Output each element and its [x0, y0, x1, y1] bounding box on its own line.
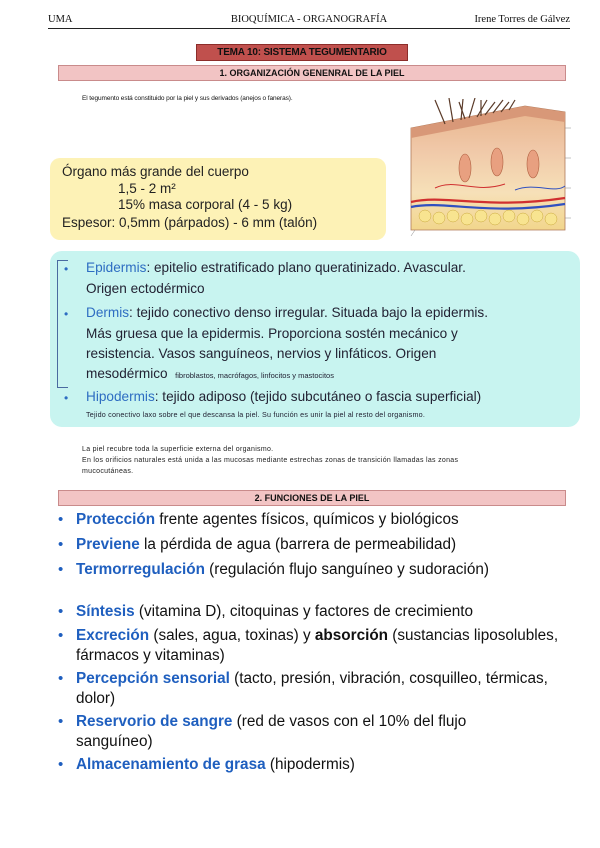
hipodermis-note: Tejido conectivo laxo sobre el que descansa la piel. Su función es unir la piel al resto del organismo.: [86, 410, 426, 419]
bullet-icon: •: [58, 603, 64, 620]
bullet-icon: •: [64, 307, 69, 321]
bullet-icon: •: [58, 511, 64, 528]
header-institution: UMA: [48, 14, 73, 25]
header-author: Irene Torres de Gálvez: [474, 14, 570, 25]
header-course: BIOQUÍMICA - ORGANOGRAFÍA: [230, 14, 388, 25]
bullet-icon: •: [64, 262, 69, 276]
dermis-line1: Dermis: tejido conectivo denso irregular. Situada bajo la epidermis.: [86, 305, 488, 320]
paragraph-3: mucocutáneas.: [82, 468, 134, 475]
epidermis-line2: Origen ectodérmico: [86, 281, 205, 296]
hipodermis-term: Hipodermis: [86, 389, 155, 404]
bullet-icon: •: [64, 391, 69, 405]
bullet-icon: •: [58, 756, 64, 773]
bullet-icon: •: [58, 536, 64, 553]
intro-text: El tegumento está constituido por la piel y sus derivados (anejos o faneras).: [82, 95, 293, 102]
fact-largest-organ: Órgano más grande del cuerpo: [62, 164, 249, 179]
bullet-icon: •: [58, 713, 64, 730]
section2-heading: 2. FUNCIONES DE LA PIEL: [58, 490, 566, 506]
fact-surface-area: 1,5 - 2 m²: [118, 181, 176, 196]
dermis-cells: fibroblastos, macrófagos, linfocitos y mastocitos: [175, 371, 334, 380]
epidermis-line1: Epidermis: epitelio estratificado plano queratinizado. Avascular.: [86, 260, 466, 275]
layers-bracket: [57, 260, 68, 388]
bullet-icon: •: [58, 627, 64, 644]
paragraph-1: La piel recubre toda la superficie externa del organismo.: [82, 446, 274, 453]
fact-thickness: Espesor: 0,5mm (párpados) - 6 mm (talón): [62, 215, 318, 230]
dermis-line2: Más gruesa que la epidermis. Proporciona sostén mecánico y: [86, 326, 458, 341]
bullet-icon: •: [58, 670, 64, 687]
section1-heading: 1. ORGANIZACIÓN GENENRAL DE LA PIEL: [58, 65, 566, 81]
dermis-term: Dermis: [86, 305, 130, 320]
fact-body-mass: 15% masa corporal (4 - 5 kg): [118, 197, 293, 212]
skin-diagram-image: [405, 98, 573, 238]
dermis-line3: resistencia. Vasos sanguíneos, nervios y linfáticos. Origen: [86, 346, 437, 361]
page-title: TEMA 10: SISTEMA TEGUMENTARIO: [196, 44, 408, 61]
page-header: [48, 12, 570, 29]
dermis-line4: mesodérmico fibroblastos, macrófagos, linfocitos y mastocitos: [86, 366, 334, 381]
paragraph-2: En los orificios naturales está unida a las mucosas mediante estrechas zonas de transición llamadas las zonas: [82, 457, 459, 464]
skin-facts-box: [50, 158, 386, 240]
hipodermis-line1: Hipodermis: tejido adiposo (tejido subcutáneo o fascia superficial): [86, 389, 482, 404]
epidermis-term: Epidermis: [86, 260, 147, 275]
bullet-icon: •: [58, 561, 64, 578]
